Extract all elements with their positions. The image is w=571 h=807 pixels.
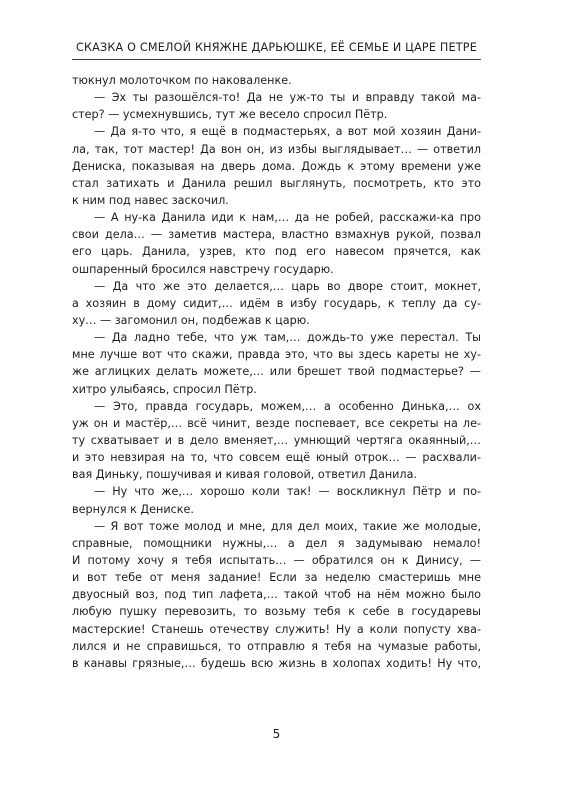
text-line: — Да что же это делается,… царь во дворе стоит, мокнет,: [94, 279, 481, 293]
text-line: ху… — загомонил он, подбежав к царю.: [72, 313, 310, 327]
text-line: вернулся к Дениске.: [72, 502, 194, 516]
text-line: а хозяин в дому сидит,… идём в избу государь, к теплу да су-: [72, 296, 481, 310]
text-line: уж он и мастёр,… всё чинит, везде поспевает, все секреты на ле-: [72, 416, 481, 430]
text-line: — Ну что же,… хорошо коли так! — воскликнул Пётр и по-: [94, 485, 481, 499]
text-line: — Это, правда государь, можем,… а особенно Динька,… ох: [94, 399, 481, 413]
text-line: — Да ладно тебе, что уж там,… дождь-то уже перестал. Ты: [94, 331, 481, 345]
text-line: справные, помощники нужны,… а дел я задумываю немало!: [72, 536, 481, 550]
text-line: стер? — усмехнувшись, тут же весело спросил Пётр.: [72, 108, 388, 122]
text-line: ла, так, тот мастер! Да вон он, из избы выглядывает… — ответил: [72, 142, 481, 156]
header-rule: [72, 59, 481, 60]
text-line: — Я вот тоже молод и мне, для дел моих, такие же молодые,: [94, 519, 481, 533]
body-text: [72, 72, 481, 672]
text-line: тюкнул молоточком по наковаленке.: [72, 74, 292, 87]
text-line: лился и не справишься, то отправлю я тебя на чумазые работы,: [72, 639, 481, 653]
running-header: СКАЗКА О СМЕЛОЙ КНЯЖНЕ ДАРЬЮШКЕ, ЕЁ СЕМЬЕ И ЦАРЕ ПЕТРЕ: [75, 41, 478, 54]
text-line: ошпаренный бросился навстречу государю.: [72, 262, 334, 276]
text-line: стал затихать и Данила решил выглянуть, посмотреть, кто это: [72, 176, 481, 190]
text-line: двуосный воз, под тип лафета,… такой чтоб на нём можно было: [72, 588, 481, 602]
text-line: И потому хочу я тебя испытать… — обратился он к Динису, —: [72, 553, 481, 567]
text-line: же аглицких делать можете,… или брешет твой подмастерье? —: [72, 365, 481, 379]
text-line: — А ну-ка Данила иди к нам,… да не робей, расскажи-ка про: [94, 211, 481, 225]
text-line: любую пушку перевозить, то возьму тебя к себе в государевы: [72, 605, 481, 619]
text-line: — Да я-то что, я ещё в подмастерьях, а вот мой хозяин Дани-: [94, 125, 481, 139]
page-number: 5: [272, 727, 281, 741]
text-line: к ним под навес заскочил.: [72, 193, 229, 207]
text-line: его царь. Данила, узрев, кто под его навесом прячется, как: [72, 245, 481, 259]
text-line: и это невзирая на то, что совсем ещё юный отрок… — расхвали-: [72, 451, 481, 465]
text-line: вая Диньку, пошучивая и кивая головой, ответил Данила.: [72, 468, 417, 482]
text-line: ту схватывает и в дело вменяет,… умнющий чертяга окаянный,…: [72, 433, 481, 447]
text-line: хитро улыбаясь, спросил Пётр.: [72, 382, 257, 396]
text-line: Дениска, показывая на дверь дома. Дождь к этому времени уже: [72, 159, 481, 173]
text-line: мне лучше вот что скажи, правда это, что вы здесь кареты не ху-: [72, 348, 481, 362]
text-line: и вот тебе от меня задание! Если за неделю смастеришь мне: [72, 571, 481, 585]
text-line: свои дела… — заметив мастера, властно взмахнув рукой, позвал: [72, 228, 481, 242]
text-line: — Эх ты разошёлся-то! Да не уж-то ты и вправду такой ма-: [94, 91, 481, 105]
text-line: мастерские! Станешь отечеству служить! Ну а коли попусту хва-: [72, 622, 481, 636]
text-line: в канавы грязные,… будешь всю жизнь в холопах ходить! Ну что,: [72, 656, 481, 670]
